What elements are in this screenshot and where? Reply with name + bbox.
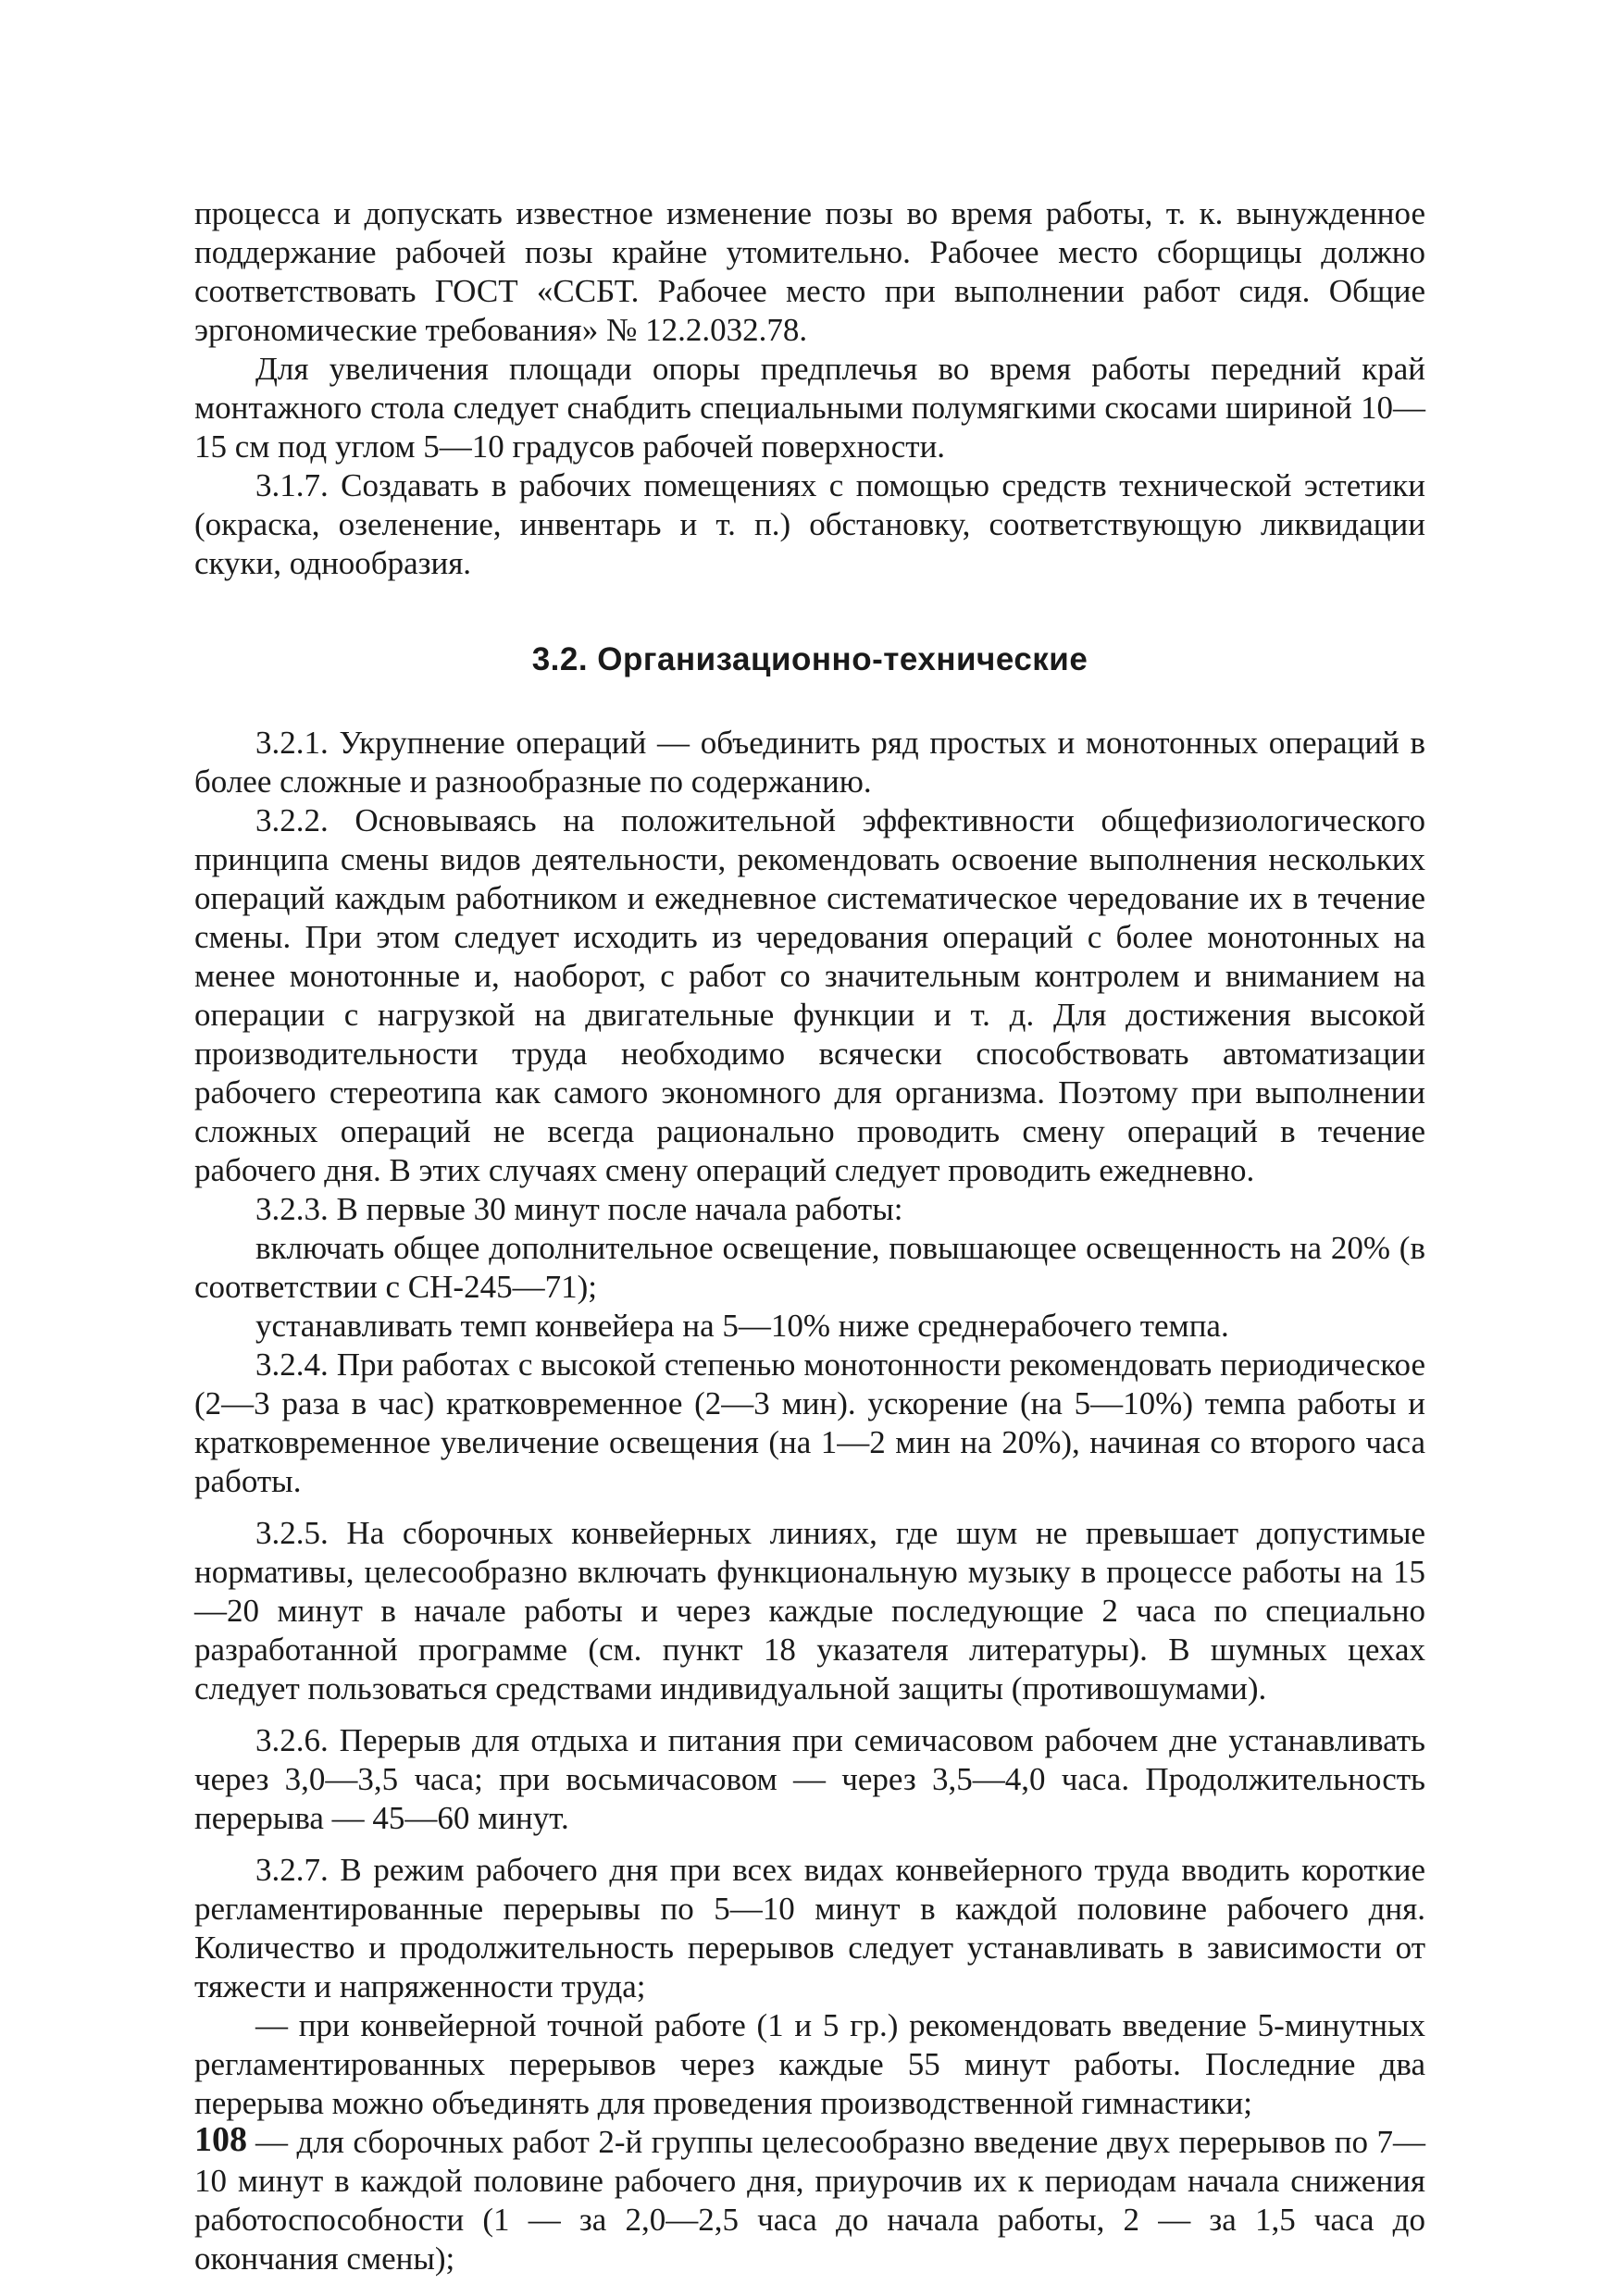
paragraph-3-2-5: 3.2.5. На сборочных конвейерных линиях, где шум не превышает допустимые нормативы, целесообразно включать функциональную музыку в процессе работы на 15—20 минут в начале работы и через каждые последующие 2 часа по специально разработанной программе (см. пункт 18 указателя литературы). В шумных цехах следует пользоваться средствами индивидуальной защиты (противошумами). — [194, 1515, 1425, 1706]
paragraph-lighting: включать общее дополнительное освещение, повышающее освещенность на 20% (в соответствии с СН-245—71); — [194, 1230, 1425, 1305]
paragraph-3-2-2: 3.2.2. Основываясь на положительной эффективности общефизиологического принципа смены видов деятельности, рекомендовать освоение выполнения нескольких операций каждым работником и ежедневное систематическое чередование их в течение смены. При этом следует исходить из чередования операций с более монотонных на менее монотонные и, наоборот, с работ со значительным контролем и вниманием на операции с нагрузкой на двигательные функции и т. д. Для достижения высокой производительности труда необходимо всячески способствовать автоматизации рабочего стереотипа как самого экономного для организма. Поэтому при выполнении сложных операций не всегда рационально проводить смену операций в течение рабочего дня. В этих случаях смену операций следует проводить ежедневно. — [194, 802, 1425, 1188]
paragraph-precise-work: — при конвейерной точной работе (1 и 5 гр.) рекомендовать введение 5-минутных регламентированных перерывов через каждые 55 минут работы. Последние два перерыва можно объединять для проведения производственной гимнастики; — [194, 2007, 1425, 2121]
paragraph-forearm-support: Для увеличения площади опоры предплечья во время работы передний край монтажного стола следует снабдить специальными полумягкими скосами шириной 10—15 см под углом 5—10 градусов рабочей поверхности. — [194, 351, 1425, 465]
paragraph-3-2-4: 3.2.4. При работах с высокой степенью монотонности рекомендовать периодическое (2—3 раза в час) кратковременное (2—3 мин). ускорение (на 5—10%) темпа работы и кратковременное увеличение освещения (на 1—2 мин на 20%), начиная со второго часа работы. — [194, 1347, 1425, 1499]
paragraph-3-2-3: 3.2.3. В первые 30 минут после начала работы: — [255, 1191, 903, 1227]
paragraph-assembly-work: — для сборочных работ 2-й группы целесообразно введение двух перерывов по 7—10 минут в каждой половине рабочего дня, приурочив их к периодам начала снижения работоспособности (1 — за 2,0—2,5 часа до начала работы, 2 — за 1,5 часа до окончания смены); — [194, 2124, 1425, 2277]
paragraph-3-2-1: 3.2.1. Укрупнение операций — объединить ряд простых и монотонных операций в более сложные и разнообразные по содержанию. — [194, 725, 1425, 800]
paragraph-conveyor-tempo: устанавливать темп конвейера на 5—10% ниже среднерабочего темпа. — [255, 1308, 1229, 1344]
section-heading: 3.2. Организационно-технические — [531, 641, 1088, 677]
paragraph-3-2-6: 3.2.6. Перерыв для отдыха и питания при семичасовом рабочем дне устанавливать через 3,0—3,5 часа; при восьмичасовом — через 3,5—4,0 часа. Продолжительность перерыва — 45—60 минут. — [194, 1722, 1425, 1836]
paragraph-continuation: процесса и допускать известное изменение позы во время работы, т. к. вынужденное поддержание рабочей позы крайне утомительно. Рабочее место сборщицы должно соответствовать ГОСТ «ССБТ. Рабочее место при выполнении работ сидя. Общие эргономические требования» № 12.2.032.78. — [194, 195, 1425, 348]
page-number: 108 — [194, 2120, 247, 2159]
paragraph-3-2-7: 3.2.7. В режим рабочего дня при всех видах конвейерного труда вводить короткие регламентированные перерывы по 5—10 минут в каждой половине рабочего дня. Количество и продолжительность перерывов следует устанавливать в зависимости от тяжести и напряженности труда; — [194, 1852, 1425, 2004]
paragraph-3-1-7: 3.1.7. Создавать в рабочих помещениях с помощью средств технической эстетики (окраска, озеленение, инвентарь и т. п.) обстановку, соответствующую ликвидации скуки, однообразия. — [194, 467, 1425, 581]
document-page — [194, 194, 1425, 2278]
